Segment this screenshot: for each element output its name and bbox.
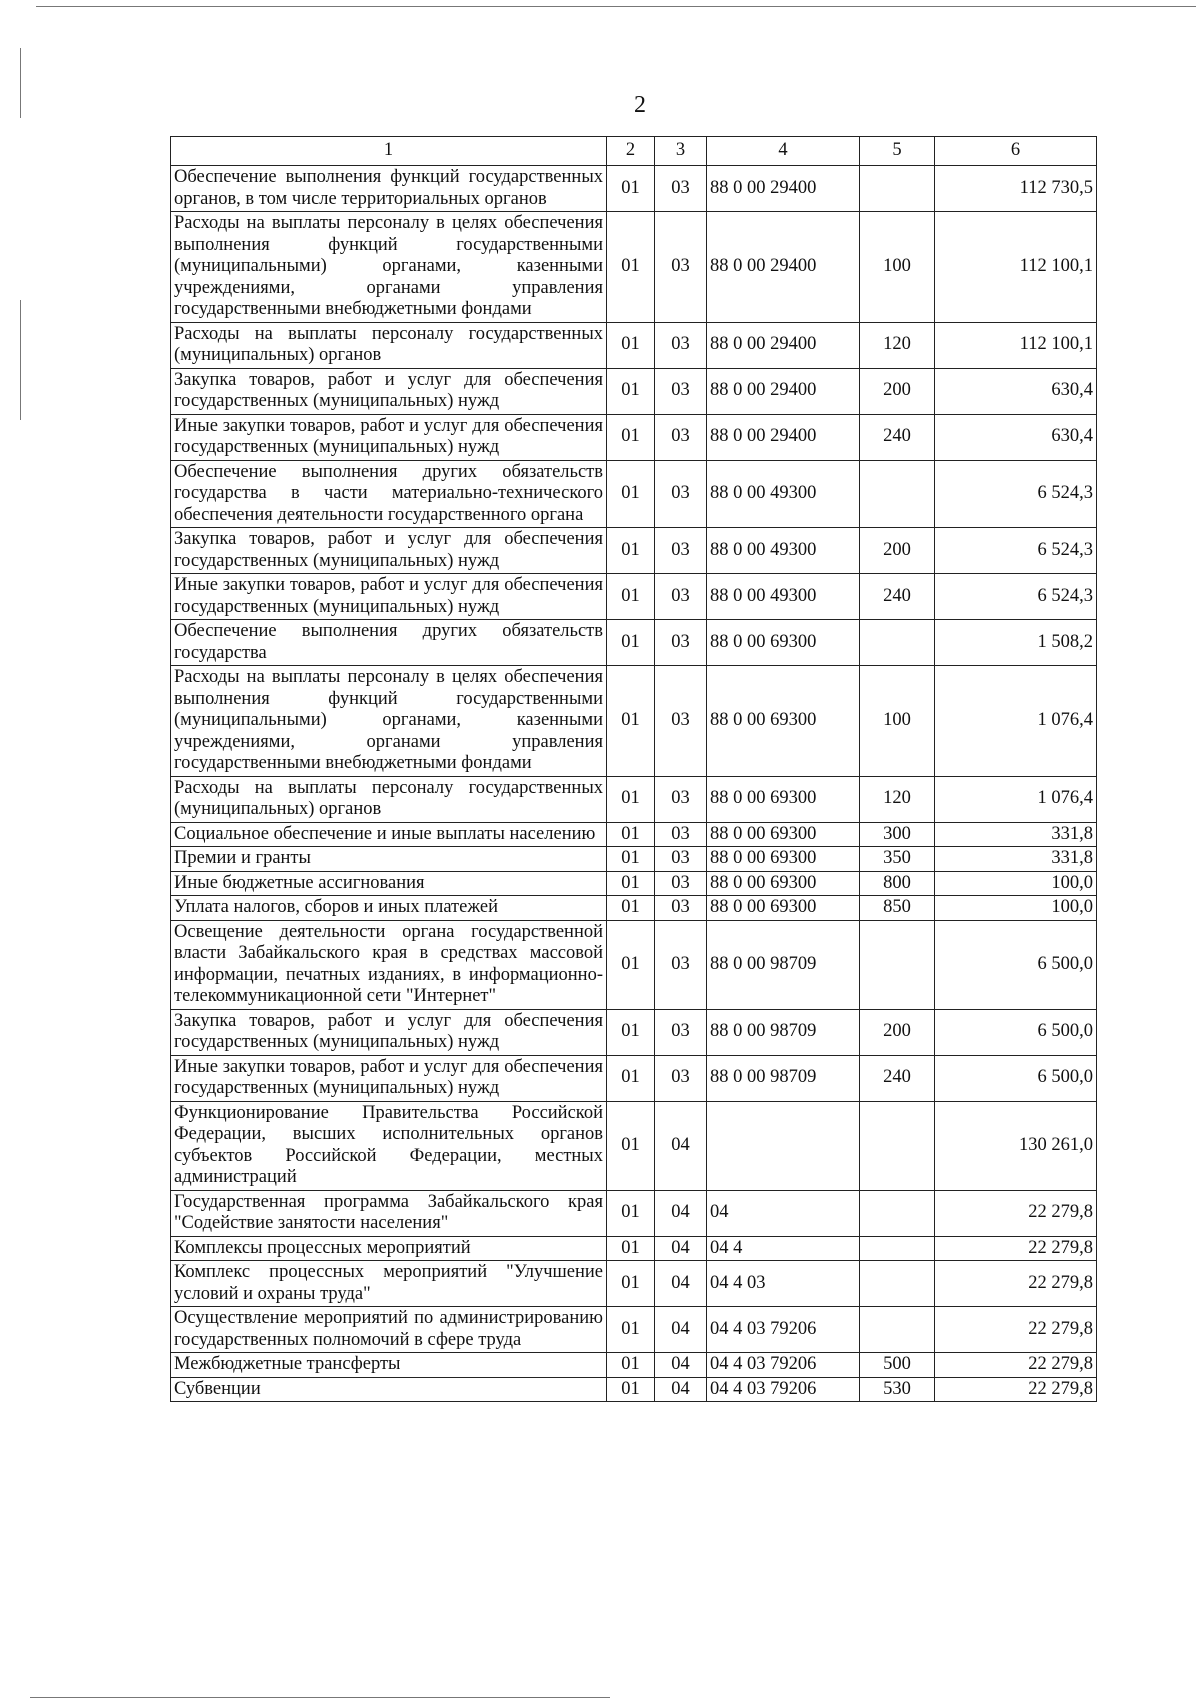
row-section-cell: 01 xyxy=(607,460,655,528)
row-subsection-cell: 04 xyxy=(655,1236,707,1261)
row-subsection-cell: 03 xyxy=(655,871,707,896)
row-target-article-cell: 88 0 00 49300 xyxy=(707,460,860,528)
table-row xyxy=(171,871,1097,896)
row-section-cell: 01 xyxy=(607,1307,655,1353)
header-col-4: 4 xyxy=(707,137,860,166)
row-subsection-cell: 03 xyxy=(655,620,707,666)
header-col-6: 6 xyxy=(935,137,1097,166)
header-col-2: 2 xyxy=(607,137,655,166)
row-amount-cell: 6 524,3 xyxy=(935,528,1097,574)
row-name-cell: Расходы на выплаты персоналу в целях обеспечения выполнения функций государственными (муниципальными) органами, казенными учреждениями, органами управления государственными внебюджетными фондами xyxy=(171,212,607,323)
row-subsection-cell: 03 xyxy=(655,166,707,212)
row-target-article-cell: 88 0 00 29400 xyxy=(707,414,860,460)
row-expense-type-cell xyxy=(860,1261,935,1307)
row-subsection-cell: 04 xyxy=(655,1353,707,1378)
table-row xyxy=(171,847,1097,872)
row-amount-cell: 331,8 xyxy=(935,847,1097,872)
row-section-cell: 01 xyxy=(607,920,655,1009)
row-section-cell: 01 xyxy=(607,1009,655,1055)
row-subsection-cell: 04 xyxy=(655,1377,707,1402)
row-target-article-cell: 88 0 00 69300 xyxy=(707,666,860,777)
row-target-article-cell: 04 xyxy=(707,1190,860,1236)
row-subsection-cell: 03 xyxy=(655,1055,707,1101)
row-expense-type-cell: 800 xyxy=(860,871,935,896)
row-amount-cell: 1 076,4 xyxy=(935,776,1097,822)
row-expense-type-cell: 240 xyxy=(860,414,935,460)
row-subsection-cell: 03 xyxy=(655,822,707,847)
row-subsection-cell: 04 xyxy=(655,1261,707,1307)
row-target-article-cell: 88 0 00 69300 xyxy=(707,896,860,921)
row-subsection-cell: 03 xyxy=(655,460,707,528)
row-target-article-cell: 88 0 00 29400 xyxy=(707,166,860,212)
row-subsection-cell: 03 xyxy=(655,666,707,777)
row-section-cell: 01 xyxy=(607,528,655,574)
row-subsection-cell: 03 xyxy=(655,847,707,872)
row-expense-type-cell: 850 xyxy=(860,896,935,921)
table-row xyxy=(171,1353,1097,1378)
row-target-article-cell xyxy=(707,1101,860,1190)
scan-top-edge-line xyxy=(36,6,1196,7)
row-subsection-cell: 03 xyxy=(655,322,707,368)
row-name-cell: Премии и гранты xyxy=(171,847,607,872)
budget-table xyxy=(170,136,1097,1402)
row-expense-type-cell: 200 xyxy=(860,368,935,414)
table-row xyxy=(171,528,1097,574)
table-row xyxy=(171,920,1097,1009)
row-amount-cell: 6 524,3 xyxy=(935,460,1097,528)
row-name-cell: Уплата налогов, сборов и иных платежей xyxy=(171,896,607,921)
table-row xyxy=(171,822,1097,847)
row-amount-cell: 1 508,2 xyxy=(935,620,1097,666)
row-expense-type-cell: 200 xyxy=(860,1009,935,1055)
row-amount-cell: 6 524,3 xyxy=(935,574,1097,620)
row-expense-type-cell xyxy=(860,166,935,212)
row-section-cell: 01 xyxy=(607,322,655,368)
row-subsection-cell: 03 xyxy=(655,368,707,414)
row-section-cell: 01 xyxy=(607,871,655,896)
row-amount-cell: 331,8 xyxy=(935,822,1097,847)
scan-left-edge-mark xyxy=(20,300,21,420)
row-name-cell: Расходы на выплаты персоналу государственных (муниципальных) органов xyxy=(171,322,607,368)
table-row xyxy=(171,414,1097,460)
row-subsection-cell: 03 xyxy=(655,574,707,620)
row-target-article-cell: 88 0 00 69300 xyxy=(707,871,860,896)
row-target-article-cell: 04 4 xyxy=(707,1236,860,1261)
table-row xyxy=(171,460,1097,528)
row-name-cell: Освещение деятельности органа государственной власти Забайкальского края в средствах массовой информации, печатных изданиях, в информационно-телекоммуникационной сети "Интернет" xyxy=(171,920,607,1009)
row-amount-cell: 22 279,8 xyxy=(935,1236,1097,1261)
row-subsection-cell: 03 xyxy=(655,1009,707,1055)
row-name-cell: Закупка товаров, работ и услуг для обеспечения государственных (муниципальных) нужд xyxy=(171,528,607,574)
row-section-cell: 01 xyxy=(607,776,655,822)
row-name-cell: Закупка товаров, работ и услуг для обеспечения государственных (муниципальных) нужд xyxy=(171,368,607,414)
row-target-article-cell: 04 4 03 79206 xyxy=(707,1377,860,1402)
row-target-article-cell: 88 0 00 98709 xyxy=(707,1055,860,1101)
row-target-article-cell: 88 0 00 69300 xyxy=(707,620,860,666)
table-row xyxy=(171,574,1097,620)
row-name-cell: Субвенции xyxy=(171,1377,607,1402)
scan-bottom-edge-line xyxy=(30,1697,610,1698)
row-expense-type-cell: 350 xyxy=(860,847,935,872)
row-expense-type-cell: 500 xyxy=(860,1353,935,1378)
row-target-article-cell: 88 0 00 98709 xyxy=(707,1009,860,1055)
table-row xyxy=(171,776,1097,822)
row-name-cell: Расходы на выплаты персоналу в целях обеспечения выполнения функций государственными (муниципальными) органами, казенными учреждениями, органами управления государственными внебюджетными фондами xyxy=(171,666,607,777)
row-expense-type-cell xyxy=(860,620,935,666)
row-subsection-cell: 03 xyxy=(655,528,707,574)
row-amount-cell: 22 279,8 xyxy=(935,1353,1097,1378)
table-row xyxy=(171,666,1097,777)
header-col-3: 3 xyxy=(655,137,707,166)
row-section-cell: 01 xyxy=(607,1353,655,1378)
row-expense-type-cell xyxy=(860,1190,935,1236)
row-target-article-cell: 88 0 00 29400 xyxy=(707,368,860,414)
row-target-article-cell: 88 0 00 69300 xyxy=(707,822,860,847)
row-target-article-cell: 88 0 00 49300 xyxy=(707,528,860,574)
row-expense-type-cell: 530 xyxy=(860,1377,935,1402)
row-subsection-cell: 03 xyxy=(655,414,707,460)
row-target-article-cell: 88 0 00 29400 xyxy=(707,212,860,323)
row-expense-type-cell: 120 xyxy=(860,322,935,368)
row-section-cell: 01 xyxy=(607,1101,655,1190)
table-row xyxy=(171,1009,1097,1055)
table-row xyxy=(171,1236,1097,1261)
row-amount-cell: 630,4 xyxy=(935,368,1097,414)
row-amount-cell: 22 279,8 xyxy=(935,1307,1097,1353)
row-expense-type-cell xyxy=(860,1307,935,1353)
row-name-cell: Комплекс процессных мероприятий "Улучшение условий и охраны труда" xyxy=(171,1261,607,1307)
row-target-article-cell: 88 0 00 69300 xyxy=(707,776,860,822)
table-row xyxy=(171,1055,1097,1101)
row-section-cell: 01 xyxy=(607,212,655,323)
row-target-article-cell: 88 0 00 69300 xyxy=(707,847,860,872)
row-amount-cell: 6 500,0 xyxy=(935,1055,1097,1101)
row-section-cell: 01 xyxy=(607,847,655,872)
row-subsection-cell: 03 xyxy=(655,896,707,921)
row-expense-type-cell: 240 xyxy=(860,574,935,620)
table-row xyxy=(171,1190,1097,1236)
row-section-cell: 01 xyxy=(607,896,655,921)
row-amount-cell: 22 279,8 xyxy=(935,1261,1097,1307)
table-row xyxy=(171,166,1097,212)
row-section-cell: 01 xyxy=(607,368,655,414)
row-target-article-cell: 88 0 00 49300 xyxy=(707,574,860,620)
row-amount-cell: 112 730,5 xyxy=(935,166,1097,212)
row-section-cell: 01 xyxy=(607,1377,655,1402)
row-section-cell: 01 xyxy=(607,1055,655,1101)
row-amount-cell: 112 100,1 xyxy=(935,212,1097,323)
row-subsection-cell: 04 xyxy=(655,1190,707,1236)
row-subsection-cell: 03 xyxy=(655,776,707,822)
row-expense-type-cell: 120 xyxy=(860,776,935,822)
table-row xyxy=(171,1377,1097,1402)
row-section-cell: 01 xyxy=(607,1190,655,1236)
table-row xyxy=(171,368,1097,414)
row-name-cell: Комплексы процессных мероприятий xyxy=(171,1236,607,1261)
table-row xyxy=(171,322,1097,368)
row-target-article-cell: 88 0 00 29400 xyxy=(707,322,860,368)
table-header-row xyxy=(171,137,1097,166)
table-row xyxy=(171,620,1097,666)
row-expense-type-cell xyxy=(860,920,935,1009)
row-section-cell: 01 xyxy=(607,414,655,460)
page-number: 2 xyxy=(634,92,646,118)
row-name-cell: Обеспечение выполнения других обязательств государства в части материально-технического обеспечения деятельности государственного органа xyxy=(171,460,607,528)
row-subsection-cell: 03 xyxy=(655,920,707,1009)
row-amount-cell: 100,0 xyxy=(935,896,1097,921)
row-expense-type-cell: 100 xyxy=(860,666,935,777)
row-amount-cell: 630,4 xyxy=(935,414,1097,460)
row-section-cell: 01 xyxy=(607,574,655,620)
row-subsection-cell: 03 xyxy=(655,212,707,323)
row-name-cell: Иные закупки товаров, работ и услуг для обеспечения государственных (муниципальных) нужд xyxy=(171,414,607,460)
row-name-cell: Иные бюджетные ассигнования xyxy=(171,871,607,896)
row-section-cell: 01 xyxy=(607,822,655,847)
row-subsection-cell: 04 xyxy=(655,1101,707,1190)
row-section-cell: 01 xyxy=(607,1261,655,1307)
row-name-cell: Межбюджетные трансферты xyxy=(171,1353,607,1378)
row-expense-type-cell: 300 xyxy=(860,822,935,847)
table-row xyxy=(171,212,1097,323)
table-row xyxy=(171,1261,1097,1307)
row-name-cell: Расходы на выплаты персоналу государственных (муниципальных) органов xyxy=(171,776,607,822)
row-name-cell: Социальное обеспечение и иные выплаты населению xyxy=(171,822,607,847)
row-expense-type-cell: 200 xyxy=(860,528,935,574)
row-name-cell: Закупка товаров, работ и услуг для обеспечения государственных (муниципальных) нужд xyxy=(171,1009,607,1055)
row-name-cell: Обеспечение выполнения других обязательств государства xyxy=(171,620,607,666)
row-amount-cell: 1 076,4 xyxy=(935,666,1097,777)
row-amount-cell: 22 279,8 xyxy=(935,1377,1097,1402)
row-section-cell: 01 xyxy=(607,666,655,777)
table-row xyxy=(171,1101,1097,1190)
row-amount-cell: 130 261,0 xyxy=(935,1101,1097,1190)
row-amount-cell: 112 100,1 xyxy=(935,322,1097,368)
header-col-5: 5 xyxy=(860,137,935,166)
table-body xyxy=(171,166,1097,1402)
row-name-cell: Обеспечение выполнения функций государственных органов, в том числе территориальных органов xyxy=(171,166,607,212)
table-row xyxy=(171,1307,1097,1353)
row-section-cell: 01 xyxy=(607,1236,655,1261)
row-amount-cell: 100,0 xyxy=(935,871,1097,896)
row-name-cell: Иные закупки товаров, работ и услуг для обеспечения государственных (муниципальных) нужд xyxy=(171,574,607,620)
row-amount-cell: 6 500,0 xyxy=(935,1009,1097,1055)
row-name-cell: Иные закупки товаров, работ и услуг для обеспечения государственных (муниципальных) нужд xyxy=(171,1055,607,1101)
row-name-cell: Функционирование Правительства Российской Федерации, высших исполнительных органов субъектов Российской Федерации, местных администраций xyxy=(171,1101,607,1190)
row-expense-type-cell: 240 xyxy=(860,1055,935,1101)
row-target-article-cell: 04 4 03 79206 xyxy=(707,1353,860,1378)
row-section-cell: 01 xyxy=(607,620,655,666)
row-expense-type-cell xyxy=(860,1101,935,1190)
row-expense-type-cell xyxy=(860,460,935,528)
row-name-cell: Осуществление мероприятий по администрированию государственных полномочий в сфере труда xyxy=(171,1307,607,1353)
table-row xyxy=(171,896,1097,921)
row-amount-cell: 6 500,0 xyxy=(935,920,1097,1009)
header-col-1: 1 xyxy=(171,137,607,166)
row-subsection-cell: 04 xyxy=(655,1307,707,1353)
row-target-article-cell: 88 0 00 98709 xyxy=(707,920,860,1009)
row-target-article-cell: 04 4 03 79206 xyxy=(707,1307,860,1353)
row-expense-type-cell xyxy=(860,1236,935,1261)
row-name-cell: Государственная программа Забайкальского края "Содействие занятости населения" xyxy=(171,1190,607,1236)
row-section-cell: 01 xyxy=(607,166,655,212)
row-amount-cell: 22 279,8 xyxy=(935,1190,1097,1236)
row-expense-type-cell: 100 xyxy=(860,212,935,323)
row-target-article-cell: 04 4 03 xyxy=(707,1261,860,1307)
